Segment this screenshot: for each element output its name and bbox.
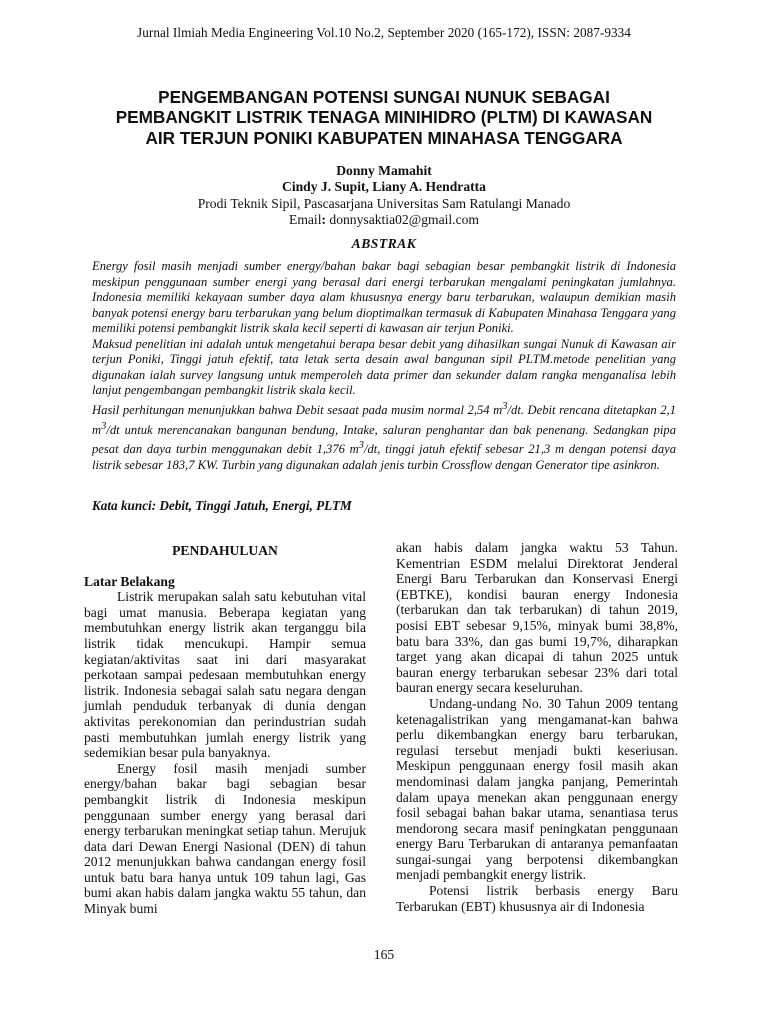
right-column <box>396 540 678 914</box>
primary-author: Donny Mamahit <box>336 163 432 178</box>
page-number: 165 <box>373 947 395 962</box>
abstract-body <box>92 259 676 474</box>
abstract-text: /dt. Debit rencana ditetapkan 2,1 m <box>92 403 676 437</box>
superscript: 3 <box>101 420 107 432</box>
superscript: 3 <box>502 400 508 412</box>
abstract-text: /dt untuk merencanakan bangunan bendung, Intake, saluran penghantar dan bak penenang. Sedangkan pipa pesat dan daya turbin menggunakan debit 1,376 m <box>92 422 676 457</box>
section-heading: PENDAHULUAN <box>172 543 278 558</box>
subsection-heading: Latar Belakang <box>84 573 175 589</box>
abstract-paragraph <box>92 399 676 474</box>
email-separator: : <box>321 211 327 227</box>
title-line: PENGEMBANGAN POTENSI SUNGAI NUNUK SEBAGAI <box>158 87 610 107</box>
author-block <box>0 163 768 228</box>
body-paragraph: Undang-undang No. 30 Tahun 2009 tentang ketenagalistrikan yang mengamanat-kan bahwa perlu dikembangkan energy baru terbarukan, regulasi tersebut menjadi bukti keseriusan. Meskipun penggunaan energy fosil masih akan mendominasi dalam jangka panjang, Pemerintah dalam upaya menekan akan penggunaan energy fosil sebagai bahan bakar utama, senantiasa terus mendorong secara masif peningkatan penggunaan energy Baru Terbarukan di antaranya pemanfaatan sungai-sungai yang berpotensi dikembangkan menjadi pembangkit energy listrik. <box>396 695 678 883</box>
paper-title <box>80 87 688 148</box>
email-address: donnysaktia02@gmail.com <box>326 211 479 227</box>
body-paragraph: akan habis dalam jangka waktu 53 Tahun. Kementrian ESDM melalui Direktorat Jenderal Energi Baru Terbarukan dan Konservasi Energi (EBTKE), kondisi bauran energy Indonesia (terbarukan dan tak terbarukan) di tahun 2019, posisi EBT sebesar 9,15%, minyak bumi 38,8%, batu bara 33%, dan gas bumi 19,7%, diharapkan target yang akan dicapai di tahun 2025 untuk bauran energy terbarukan sebesar 23% dari total bauran energy secara keseluruhan. <box>396 540 678 696</box>
body-paragraph: Potensi listrik berbasis energy Baru Terbarukan (EBT) khususnya air di Indonesia <box>396 883 678 914</box>
keywords: Kata kunci: Debit, Tinggi Jatuh, Energi, PLTM <box>92 498 352 513</box>
journal-header: Jurnal Ilmiah Media Engineering Vol.10 No.2, September 2020 (165-172), ISSN: 2087-9334 <box>137 25 631 40</box>
abstract-paragraph: Energy fosil masih menjadi sumber energy/bahan bakar bagi sebagian besar pembangkit listrik di Indonesia meskipun penggunaan sumber energi yang berasal dari energi terbarukan mengalami peningkatan jumlahnya. Indonesia memiliki kekayaan sumber daya alam khususnya energy baru terbarukan, walaupun demikian masih banyak potensi energy baru terbarukan yang belum dioptimalkan termasuk di Kabupaten Minahasa Tenggara yang memiliki potensi pembangkit listrik skala kecil seperti di kawasan air terjun Poniki. <box>92 259 676 336</box>
body-paragraph: Energy fosil masih menjadi sumber energy/bahan bakar bagi sebagian besar pembangkit listrik di Indonesia meskipun penggunaan sumber energy yang berasal dari energy terbarukan meningkat setiap tahun. Merujuk data dari Dewan Energi Nasional (DEN) di tahun 2012 menunjukkan bahwa candangan energy fosil untuk batu bara hanya untuk 109 tahun lagi, Gas bumi akan habis dalam jangka waktu 55 tahun, dan Minyak bumi <box>84 760 366 917</box>
left-column <box>84 540 366 917</box>
abstract-text: /dt, tinggi jatuh efektif sebesar 21,3 m dengan potensi daya listrik sebesar 183,7 KW. Turbin yang digunakan adalah jenis turbin Crossflow dengan Generator tipe asinkron. <box>92 442 677 473</box>
co-authors: Cindy J. Supit, Liany A. Hendratta <box>282 179 486 195</box>
affiliation: Prodi Teknik Sipil, Pascasarjana Universitas Sam Ratulangi Manado <box>197 195 571 211</box>
abstract-paragraph: Maksud penelitian ini adalah untuk mengetahui berapa besar debit yang dihasilkan sungai Nunuk di Kawasan air terjun Poniki, Tinggi jatuh efektif, tata letak serta desain awal bangunan sipil PLTM.metode penelitian yang digunakan ialah survey langsung untuk memperoleh data primer dan sekunder dalam rangka menganalisa lebih lanjut pengembangan pembangkit listrik skala kecil. <box>92 336 676 398</box>
superscript: 3 <box>358 440 364 452</box>
body-paragraph: Listrik merupakan salah satu kebutuhan vital bagi umat manusia. Beberapa kegiatan yang membutuhkan energy listrik akan terganggu bila listrik tidak mencukupi. Hampir semua kegiatan/aktivitas saat ini dari masyarakat perkotaan sampai pedesaan membutuhkan energy listrik. Indonesia sebagai salah satu negara dengan jumlah penduduk terbanyak di dunia dengan aktivitas perekonomian dan perindustrian sudah pasti membutuhkan jumlah energy listrik yang sedemikian besar pula banyaknya. <box>84 589 366 761</box>
email-line <box>0 212 768 228</box>
title-line: PEMBANGKIT LISTRIK TENAGA MINIHIDRO (PLTM) DI KAWASAN <box>115 107 653 128</box>
email-label: Email <box>289 211 322 227</box>
title-line: AIR TERJUN PONIKI KABUPATEN MINAHASA TENGGARA <box>145 127 623 148</box>
abstract-heading: ABSTRAK <box>351 236 417 251</box>
abstract-text: Hasil perhitungan menunjukkan bahwa Debit sesaat pada musim normal 2,54 m <box>92 403 503 418</box>
